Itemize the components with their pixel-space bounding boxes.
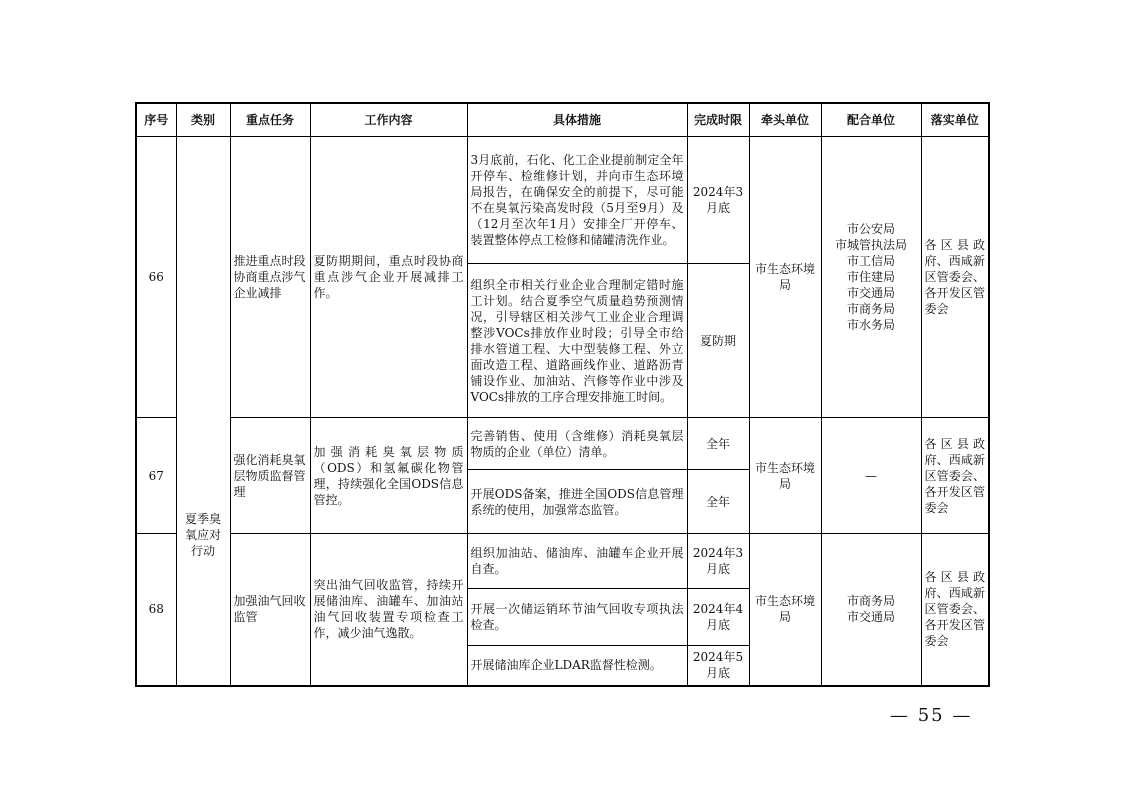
table-row	[136, 418, 989, 470]
row-number: 67	[136, 418, 176, 534]
task-cell: 推进重点时段协商重点涉气企业减排	[230, 137, 310, 418]
header-lead: 牵头单位	[749, 103, 821, 137]
row-number: 68	[136, 534, 176, 686]
category-text: 夏季臭氧应对行动	[184, 511, 221, 558]
header-content: 工作内容	[310, 103, 467, 137]
page-number: — 55 —	[890, 705, 973, 726]
impl-cell: 各区县政府、西咸新区管委会、各开发区管委会	[921, 137, 989, 418]
header-task: 重点任务	[230, 103, 310, 137]
table-row	[136, 137, 989, 264]
header-measures: 具体措施	[467, 103, 687, 137]
deadline-cell: 2024年3月底	[687, 137, 749, 264]
header-coop: 配合单位	[821, 103, 921, 137]
measure-cell: 开展ODS备案，推进全国ODS信息管理系统的使用，加强常态监管。	[467, 470, 687, 534]
deadline-cell: 2024年3月底	[687, 534, 749, 589]
measure-cell: 开展一次储运销环节油气回收专项执法检查。	[467, 589, 687, 646]
header-category: 类别	[176, 103, 230, 137]
lead-cell: 市生态环境局	[749, 534, 821, 686]
coop-cell: 市商务局 市交通局	[821, 534, 921, 686]
measure-cell: 组织加油站、储油库、油罐车企业开展自查。	[467, 534, 687, 589]
lead-cell: 市生态环境局	[749, 418, 821, 534]
deadline-cell: 全年	[687, 470, 749, 534]
deadline-cell: 2024年4月底	[687, 589, 749, 646]
coop-cell: 市公安局 市城管执法局 市工信局 市住建局 市交通局 市商务局 市水务局	[821, 137, 921, 418]
table-row	[136, 534, 989, 589]
task-cell: 加强油气回收监管	[230, 534, 310, 686]
content-cell: 突出油气回收监管，持续开展储油库、油罐车、加油站油气回收装置专项检查工作，减少油气逸散。	[310, 534, 467, 686]
task-table	[135, 102, 990, 687]
task-cell: 强化消耗臭氧层物质监督管理	[230, 418, 310, 534]
measure-cell: 完善销售、使用（含维修）消耗臭氧层物质的企业（单位）清单。	[467, 418, 687, 470]
content-cell: 夏防期期间，重点时段协商重点涉气企业开展减排工作。	[310, 137, 467, 418]
deadline-cell: 2024年5月底	[687, 646, 749, 686]
measure-cell: 开展储油库企业LDAR监督性检测。	[467, 646, 687, 686]
lead-cell: 市生态环境局	[749, 137, 821, 418]
header-deadline: 完成时限	[687, 103, 749, 137]
measure-cell: 组织全市相关行业企业合理制定错时施工计划。结合夏季空气质量趋势预测情况，引导辖区相关涉气工业企业合理调整涉VOCs排放作业时段；引导全市给排水管道工程、大中型装修工程、外立面改造工程、道路画线作业、道路沥青铺设作业、加油站、汽修等作业中涉及VOCs排放的工序合理安排施工时间。	[467, 264, 687, 418]
impl-cell: 各区县政府、西咸新区管委会、各开发区管委会	[921, 534, 989, 686]
header-no: 序号	[136, 103, 176, 137]
impl-cell: 各区县政府、西咸新区管委会、各开发区管委会	[921, 418, 989, 534]
coop-cell: —	[821, 418, 921, 534]
measure-cell: 3月底前，石化、化工企业提前制定全年开停车、检维修计划，并向市生态环境局报告，在确保安全的前提下，尽可能不在臭氧污染高发时段（5月至9月）及（12月至次年1月）安排全厂开停车、装置整体停点工检修和储罐清洗作业。	[467, 137, 687, 264]
deadline-cell: 全年	[687, 418, 749, 470]
row-number: 66	[136, 137, 176, 418]
header-impl: 落实单位	[921, 103, 989, 137]
category-cell	[176, 137, 230, 686]
content-cell: 加强消耗臭氧层物质（ODS）和氢氟碳化物管理，持续强化全国ODS信息管控。	[310, 418, 467, 534]
deadline-cell: 夏防期	[687, 264, 749, 418]
header-row	[136, 103, 989, 137]
